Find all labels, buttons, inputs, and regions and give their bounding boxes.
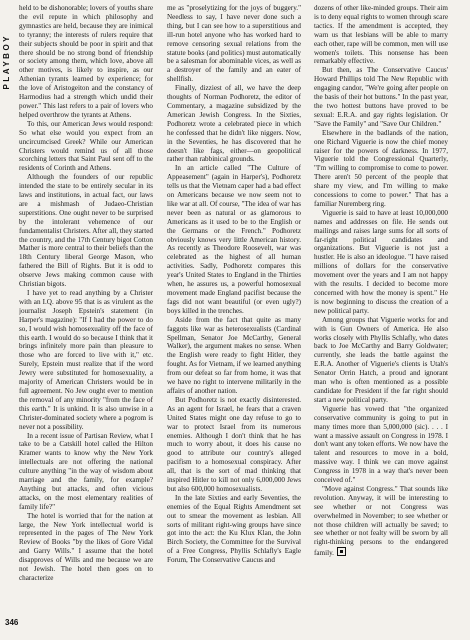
paragraph: held to be dishonorable; lovers of youths share the evil repute in which philosophy and gymnastics are held, because they are inimical to tyranny; the interests of rulers require that their subjects should be poor in spirit and that there should be no strong bond of friendship or society among them, which love, above all other motives, is likely to inspire, as our Athenian tyrants learned by experience; for the love of Aristogeiton and the constancy of Harmodius had a strength which undid their power." This last refers to a pair of lovers who helped overthrow the tyrants at Athens. xyxy=(19,4,153,119)
paragraph: The hotel is worried that for the nation at large, the New York intellectual world is represented in the pages of The New York Review of Books "by the likes of Gore Vidal and Garry Wills." I assume that the hotel disapproves of Wills and me because we are not Jewish. The hotel then goes on to characterize xyxy=(19,511,153,582)
paragraph: But then, as The Conservative Caucus' Howard Phillips told The New Republic with engaging candor, "We're going after people on the basis of their hot buttons." In the past year, the two hottest buttons have proved to be sexual: E.R.A. and gay rights legislation. Or "Save the Family" and "Save Our Children." xyxy=(314,66,448,128)
article-column-1 xyxy=(19,4,153,636)
paragraph: dozens of other like-minded groups. Their aim is to deny equal rights to women through scare tactics. If the amendment is accepted, they warn us that lesbians will be able to marry each other, rape will be common, men will use women's toilets. This nonsense has been remarkably effective. xyxy=(314,4,448,66)
paragraph: Viguerie has vowed that "the organized conservative community is going to put in many times more than 5,000,000 (sic). . . . I want a massive assault on Congress in 1978. I don't want any token efforts. We now have the talent and resources to move in a bold, massive way. I think we can move against Congress in 1978 in a way that's never been conceived of." xyxy=(314,404,448,485)
paragraph: Finally, dizziest of all, we have the deep thoughts of Norman Podhoretz, the editor of Commentary, a magazine subsidized by the American Jewish Congress. In the Sixties, Podhoretz wrote a celebrated piece in which he confessed that he didn't like niggers. Now, in the Seventies, he has discovered that he doesn't like fags, either—on geopolitical rather than rabbinical grounds. xyxy=(167,84,301,164)
rabbit-end-mark-icon xyxy=(337,547,346,556)
magazine-side-label: PLAYBOY xyxy=(2,34,11,90)
paragraph: Although the founders of our republic intended the state to be entirely secular in its laws and institutions, in actual fact, our laws are a mishmash of Judaeo-Christian superstitions. One ought never to be surprised by the intolerant vehemence of our fundamentalist Christers. After all, they started the country, and the 17th Century bigot Cotton Mather is more central to their beliefs than the 18th Century liberal George Mason, who fathered the Bill of Rights. But it is odd to observe Jews making common cause with Christian bigots. xyxy=(19,173,153,289)
paragraph: But Podhoretz is not exactly disinterested. As an agent for Israel, he fears that a craven United States might one day refuse to go to war to protect Israel from its numerous enemies. Although I don't think that he has much to worry about, it does his cause no good to attribute our country's alleged pacifism to a homosexual conspiracy. After all, that is the sort of mad thinking that inspired Hitler to kill not only 6,000,000 Jews but also 600,000 homosexualists. xyxy=(167,395,301,493)
paragraph: Among groups that Viguerie works for and with is Gun Owners of America. He also works closely with Phyllis Schlafly, who dates back to Joe McCarthy and Barry Goldwater; currently, she leads the battle against the E.R.A. Another of Viguerie's clients is Utah's Senator Orrin Hatch, a proud and ignorant man who is often mentioned as a possible candidate for President if the far right should start a new political party. xyxy=(314,315,448,404)
paragraph-last xyxy=(314,485,448,558)
paragraph: I have yet to read anything by a Christer with an I.Q. above 95 that is as virulent as the journalist Joseph Epstein's statement (in Harper's magazine): "If I had the power to do so, I would wish homosexuality off the face of this earth. I would do so because I think that it brings infinitely more pain than pleasure to those who are forced to live with it," etc. Surely, Epstein must realize that if the word Jewry were substituted for homosexuality, a majority of American Christers would be in full agreement. No Jew ought ever to mention the removal of any minority "from the face of this earth." It is unkind. It is also unwise in a Christer-dominated society where a pogrom is never not a possibility. xyxy=(19,289,153,431)
page-number: 346 xyxy=(5,618,19,627)
paragraph: In a recent issue of Partisan Review, what I take to be a Catskill hotel called the Hilton Kramer wants to know why the New York intellectuals are not offering the national culture anything "in the way of wisdom about marriage and the family, for example? Anything but attacks, and often vicious attacks, on the most elementary realities of family life?" xyxy=(19,431,153,511)
paragraph: To this, our American Jews would respond: So what else would you expect from an uncircumcised Greek? While our American Christers would remind us of all those scorching letters that Saint Paul sent off to the residents of Corinth and Athens. xyxy=(19,119,153,173)
paragraph: Viguerie is said to have at least 10,000,000 names and addresses on file. He sends out mailings and raises large sums for all sorts of far-right political candidates and organizations. But Viguerie is not just a hustler. He is also an ideologue. "I have raised millions of dollars for the conservative movement over the years and I am not happy with the results. I decided to become more concerned with how the money is spent." He is now beginning to discuss the creation of a new political party. xyxy=(314,208,448,315)
paragraph: In an article called "The Culture of Appeasement" (again in Harper's), Podhoretz tells us that the Vietnam caper had a bad effect on Americans because we now seem not to like war at all. Of course, "The idea of war has never been as natural or as glamorous to Americans as it used to be to the English or the Germans or the French." Podhoretz obviously knows very little American history. As recently as Theodore Roosevelt, war was celebrated as the highest of all human activities. Sadly, Podhoretz compares this year's United States to England in the Thirties when, he assures us, a powerful homosexual movement made England pacifist because the fags did not want beautiful (or even ugly?) boys killed in the trenches. xyxy=(167,164,301,315)
paragraph-text: "Move against Congress." That sounds like revolution. Anyway, it will be interesting to see whether or not Congress was overwhelmed in November; to see whether or not those children will actually be saved; to see whether or not fealty will be sworn by all right-thinking persons to the endangered family. xyxy=(314,484,448,558)
article-column-2 xyxy=(167,4,301,636)
paragraph: In the late Sixties and early Seventies, the enemies of the Equal Rights Amendment set out to smear the movement as lesbian. All sorts of militant right-wing groups have since got into the act: the Ku Klux Klan, the John Birch Society, the Committee for the Survival of a Free Congress, Phyllis Schlafly's Eagle Forum, The Conservative Caucus and xyxy=(167,493,301,565)
paragraph: Aside from the fact that quite as many faggots like war as heterosexualists (Cardinal Spellman, Senator Joe McCarthy, General Walker), the argument makes no sense. When the English were ready to fight Hitler, they fought. As for Vietnam, if we learned anything from our defeat so far from home, it was that we have no right to intervene militarily in the affairs of another nation. xyxy=(167,315,301,395)
article-column-3 xyxy=(314,4,448,636)
paragraph: me as "proselytizing for the joys of buggery." Needless to say, I have never done such a thing, but I can see how to a superstitious and ill-run hotel anyone who has worked hard to remove censoring sexual relations from the statute books (and politics) must automatically be a salesman for abominable vices, as well as a destroyer of the family and an eater of shellfish. xyxy=(167,4,301,84)
paragraph: Elsewhere in the badlands of the nation, one Richard Viguerie is now the chief money raiser for the powers of darkness. In 1977, Viguerie told the Congressional Quarterly, "I'm willing to compromise to come to power. There aren't 50 percent of the people that share my view, and I'm willing to make concessions to come to power." That has a familiar Nuremberg ring. xyxy=(314,128,448,208)
